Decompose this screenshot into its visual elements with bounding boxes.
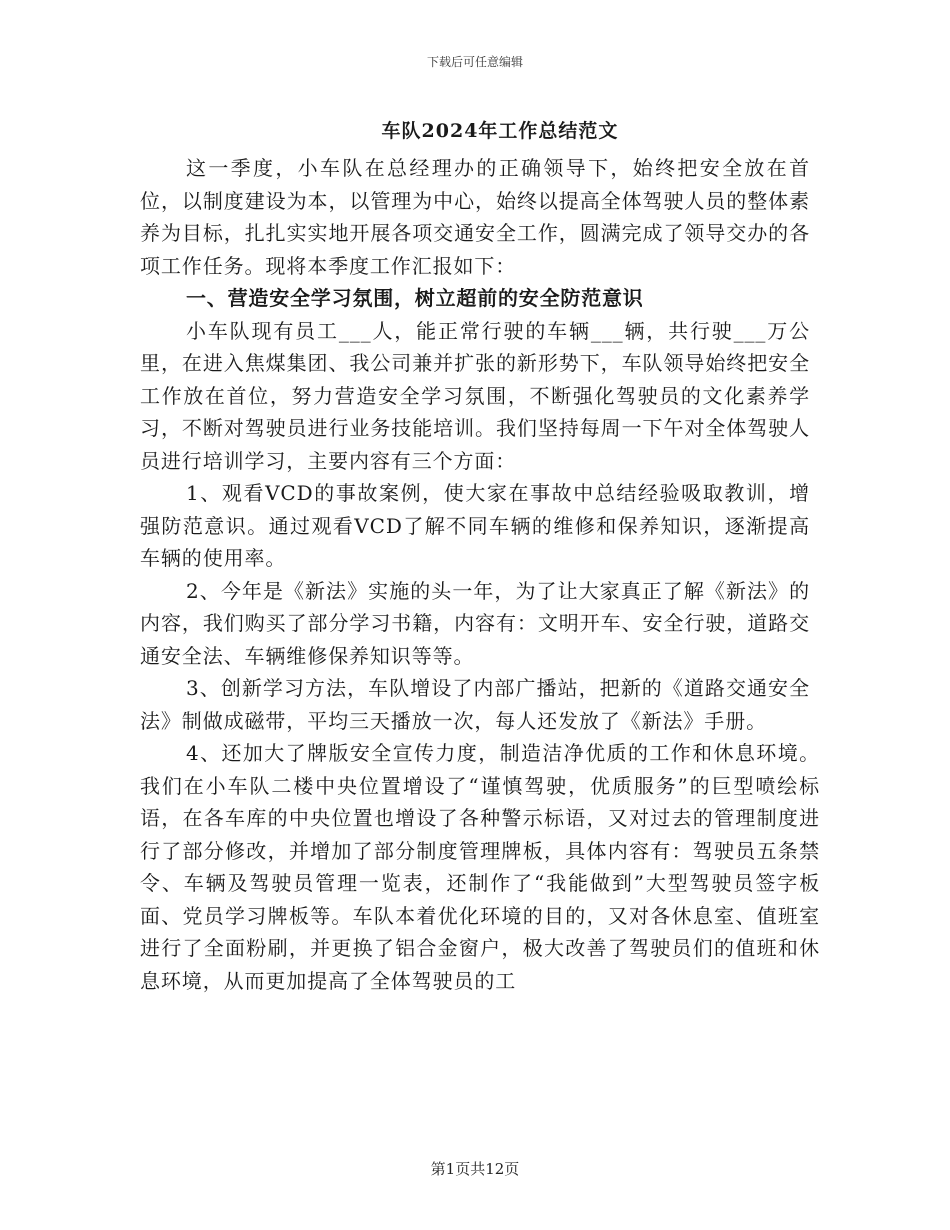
document-body bbox=[140, 152, 820, 997]
page-number: 第1页共12页 bbox=[430, 1160, 520, 1178]
paragraph-item-2: 2、今年是《新法》实施的头一年，为了让大家真正了解《新法》的内容，我们购买了部分学习书籍，内容有：文明开车、安全行驶，道路交通安全法、车辆维修保养知识等等。 bbox=[140, 578, 810, 668]
paragraph-item-3: 3、创新学习方法，车队增设了内部广播站，把新的《道路交通安全法》制做成磁带，平均三天播放一次，每人还发放了《新法》手册。 bbox=[140, 676, 810, 733]
paragraph-item-4: 4、还加大了牌版安全宣传力度，制造洁净优质的工作和休息环境。我们在小车队二楼中央位置增设了“谨慎驾驶，优质服务”的巨型喷绘标语，在各车库的中央位置也增设了各种警示标语，又对过去的管理制度进行了部分修改，并增加了部分制度管理牌板，具体内容有：驾驶员五条禁令、车辆及驾驶员管理一览表，还制作了“我能做到”大型驾驶员签字板面、党员学习牌板等。车队本着优化环境的目的，又对各休息室、值班室进行了全面粉刷，并更换了铝合金窗户，极大改善了驾驶员们的值班和休息环境，从而更加提高了全体驾驶员的工 bbox=[140, 741, 820, 993]
paragraph-intro: 这一季度，小车队在总经理办的正确领导下，始终把安全放在首位，以制度建设为本，以管理为中心，始终以提高全体驾驶人员的整体素养为目标，扎扎实实地开展各项交通安全工作，圆满完成了领导交办的各项工作任务。现将本季度工作汇报如下： bbox=[140, 156, 810, 278]
document-title: 车队2024年工作总结范文 bbox=[381, 120, 619, 142]
paragraph-item-1: 1、观看VCD的事故案例，使大家在事故中总结经验吸取教训，增强防范意识。通过观看VCD了解不同车辆的维修和保养知识，逐渐提高车辆的使用率。 bbox=[140, 481, 810, 570]
header-note: 下载后可任意编辑 bbox=[426, 55, 523, 69]
section-heading: 一、营造安全学习氛围，树立超前的安全防范意识 bbox=[186, 286, 644, 310]
paragraph-staff: 小车队现有员工___人，能正常行驶的车辆___辆，共行驶___万公里，在进入焦煤集团、我公司兼并扩张的新形势下，车队领导始终把安全工作放在首位，努力营造安全学习氛围，不断强化驾驶员的文化素养学习，不断对驾驶员进行业务技能培训。我们坚持每周一下午对全体驾驶人员进行培训学习，主要内容有三个方面： bbox=[140, 318, 810, 473]
